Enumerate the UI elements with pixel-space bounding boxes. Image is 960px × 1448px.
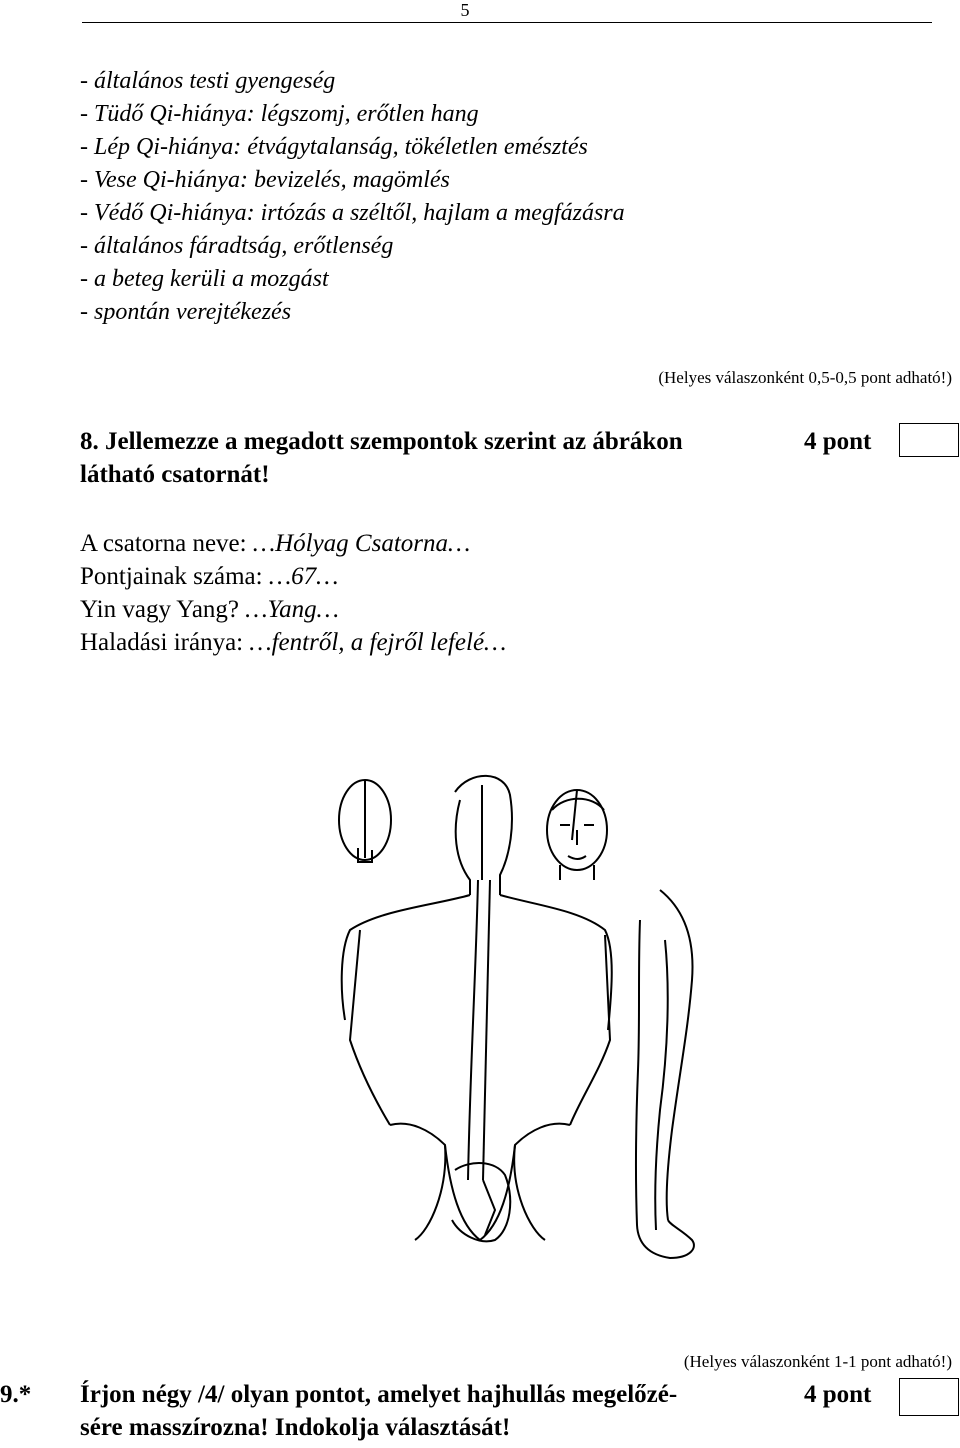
list-item: - Védő Qi-hiánya: irtózás a széltől, hajlam a megfázásra (80, 200, 625, 226)
question-text-line2: sére masszírozna! Indokolja választását! (80, 1414, 511, 1441)
answer-channel-name (80, 530, 470, 558)
list-item: - Lép Qi-hiánya: étvágytalanság, tökéletlen emésztés (80, 134, 588, 160)
answer-value: …67… (268, 563, 339, 590)
score-box[interactable] (899, 1378, 959, 1416)
list-item: - spontán verejtékezés (80, 299, 292, 325)
page-number: 5 (460, 0, 470, 20)
question-points: 4 pont (804, 428, 872, 455)
answer-label: Haladási iránya: (80, 629, 250, 656)
question-points: 4 pont (804, 1381, 872, 1408)
answer-label: Pontjainak száma: (80, 563, 269, 590)
header-rule (82, 22, 932, 23)
head-top-view (339, 780, 391, 862)
answer-value: …fentről, a fejről lefelé… (249, 629, 507, 656)
question-text-line1: Írjon négy /4/ olyan pontot, amelyet hajhullás megelőzé- (80, 1381, 678, 1408)
list-item: - általános fáradtság, erőtlenség (80, 233, 394, 259)
answer-label: Yin vagy Yang? (80, 596, 246, 623)
list-item: - általános testi gyengeség (80, 68, 336, 94)
list-item: - Vese Qi-hiánya: bevizelés, magömlés (80, 167, 450, 193)
question-number: 8. (80, 428, 99, 455)
question-number: 9.* (0, 1381, 32, 1408)
bladder-meridian-figure (320, 770, 720, 1290)
question-text-line2: látható csatornát! (80, 461, 270, 488)
leg-side-view (636, 890, 694, 1258)
list-item: - a beteg kerüli a mozgást (80, 266, 329, 292)
list-item: - Tüdő Qi-hiánya: légszomj, erőtlen hang (80, 101, 479, 127)
score-note: (Helyes válaszonként 1-1 pont adható!) (683, 1352, 952, 1371)
answer-yin-yang (80, 596, 339, 624)
question-text-line1: Jellemezze a megadott szempontok szerint az ábrákon (105, 428, 683, 455)
face-front-view (547, 790, 607, 880)
answer-point-count (80, 563, 338, 591)
question-8-line1 (80, 428, 683, 456)
answer-value: …Yang… (245, 596, 339, 623)
answer-value: …Hólyag Csatorna… (252, 530, 471, 557)
score-box[interactable] (899, 423, 959, 457)
answer-label: A csatorna neve: (80, 530, 253, 557)
back-view-figure (342, 776, 612, 1241)
answer-direction (80, 629, 506, 657)
score-note: (Helyes válaszonként 0,5-0,5 pont adható!) (658, 368, 952, 387)
